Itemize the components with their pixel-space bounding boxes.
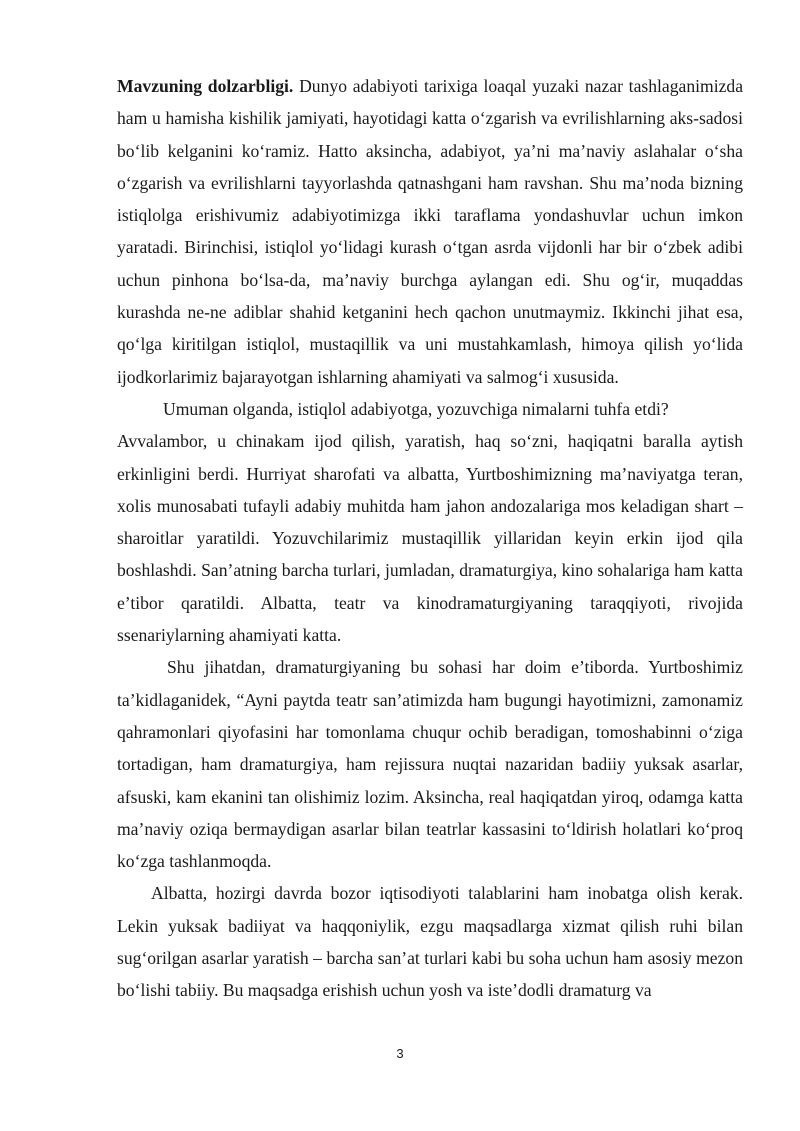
paragraph-question: Umuman olganda, istiqlol adabiyotga, yozuvchiga nimalarni tuhfa etdi? [163, 398, 669, 419]
paragraph-market: Albatta, hozirgi davrda bozor iqtisodiyoti talablarini ham inobatga olish kerak. Lekin yuksak badiiyat va haqqoniylik, ezgu maqsadlarga xizmat qilish ruhi bilan sug‘orilgan asarlar yaratish – barcha san’at turlari kabi bu soha uchun ham asosiy mezon bo‘lishi tabiiy. Bu maqsadga erishish uchun yosh va iste’dodli dramaturg va [117, 883, 743, 1001]
document-body [117, 70, 743, 1007]
paragraph-dramaturgy: Shu jihatdan, dramaturgiyaning bu sohasi har doim e’tiborda. Yurtboshimiz ta’kidlaganidek, “Ayni paytda teatr san’atimizda ham bugungi hayotimizni, zamonamiz qahramonlari qiyofasini har tomonlama chuqur ochib beradigan, tomoshabinni o‘ziga tortadigan, ham dramaturgiya, ham rejissura nuqtai nazaridan badiiy yuksak asarlar, afsuski, kam ekanini tan olishimiz lozim. Aksincha, real haqiqatdan yiroq, odamga katta ma’naviy oziqa bermaydigan asarlar bilan teatrlar kassasini to‘ldirish holatlari ko‘proq ko‘zga tashlanmoqda. [117, 657, 743, 872]
section-heading-relevance: Mavzuning dolzarbligi. [117, 76, 294, 96]
paragraph-relevance [117, 70, 743, 393]
page-number: 3 [396, 1046, 404, 1061]
paragraph-freedom: Avvalambor, u chinakam ijod qilish, yaratish, haq so‘zni, haqiqatni baralla aytish erkinligini berdi. Hurriyat sharofati va albatta, Yurtboshimizning ma’naviyatga teran, xolis munosabati tufayli adabiy muhitda ham jahon andozalariga mos keladigan shart – sharoitlar yaratildi. Yozuvchilarimiz mustaqillik yillaridan keyin erkin ijod qila boshlashdi. San’atning barcha turlari, jumladan, dramaturgiya, kino sohalariga ham katta e’tibor qaratildi. Albatta, teatr va kinodramaturgiyaning taraqqiyoti, rivojida ssenariylarning ahamiyati katta. [117, 431, 743, 646]
paragraph-relevance-text: Dunyo adabiyoti tarixiga loaqal yuzaki nazar tashlaganimizda ham u hamisha kishilik jamiyati, hayotidagi katta o‘zgarish va evrilishlarning aks-sadosi bo‘lib kelganini ko‘ramiz. Hatto aksincha, adabiyot, ya’ni ma’naviy aslahalar o‘sha o‘zgarish va evrilishlarni tayyorlashda qatnashgani ham ravshan. Shu ma’noda bizning istiqlolga erishivumiz adabiyotimizga ikki taraflama yondashuvlar uchun imkon yaratadi. Birinchisi, istiqlol yo‘lidagi kurash o‘tgan asrda vijdonli har bir o‘zbek adibi uchun pinhona bo‘lsa-da, ma’naviy burchga aylangan edi. Shu og‘ir, muqaddas kurashda ne-ne adiblar shahid ketganini hech qachon unutmaymiz. Ikkinchi jihat esa, qo‘lga kiritilgan istiqlol, mustaqillik va uni mustahkamlash, himoya qilish yo‘lida ijodkorlarimiz bajarayotgan ishlarning ahamiyati va salmog‘i xususida. [117, 76, 744, 387]
